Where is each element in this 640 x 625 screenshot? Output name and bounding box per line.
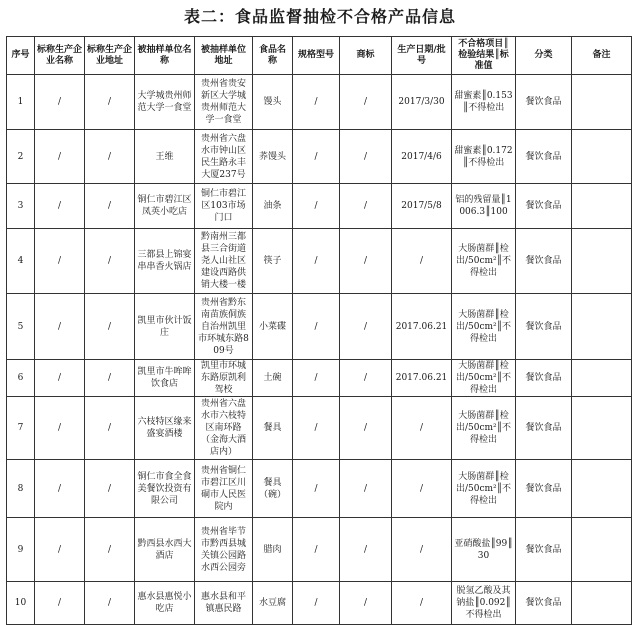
cell-sampled-unit-address: 黔南州三都县三合街道尧人山社区建设西路供销大楼一楼 [195, 229, 253, 294]
cell-failed-item: 脱氢乙酸及其钠盐║0.092║不得检出 [452, 582, 516, 625]
table-row [7, 397, 632, 460]
cell-spec: / [293, 184, 340, 229]
header-cell-brand: 商标 [340, 37, 392, 75]
cell-sampled-unit-address: 贵州省黔东南苗族侗族自治州凯里市环城东路809号 [195, 294, 253, 360]
cell-no: 1 [7, 75, 35, 130]
table-title: 表二：食品监督抽检不合格产品信息 [183, 7, 456, 26]
cell-category: 餐饮食品 [516, 130, 572, 184]
cell-failed-item: 亚硝酸盐║99║30 [452, 518, 516, 582]
cell-maker-address: / [85, 460, 135, 518]
cell-no: 9 [7, 518, 35, 582]
cell-sampled-unit: 王维 [135, 130, 195, 184]
table-row [7, 294, 632, 360]
cell-category: 餐饮食品 [516, 360, 572, 397]
cell-sampled-unit-address: 铜仁市碧江区103市场门口 [195, 184, 253, 229]
cell-spec: / [293, 397, 340, 460]
cell-no: 8 [7, 460, 35, 518]
cell-spec: / [293, 518, 340, 582]
cell-note [572, 184, 632, 229]
cell-food-name: 荞馒头 [253, 130, 293, 184]
cell-brand: / [340, 294, 392, 360]
table-row [7, 460, 632, 518]
cell-maker-address: / [85, 229, 135, 294]
header-cell-spec: 规格型号 [293, 37, 340, 75]
cell-brand: / [340, 582, 392, 625]
cell-sampled-unit: 大学城贵州师范大学一食堂 [135, 75, 195, 130]
cell-maker-address: / [85, 582, 135, 625]
cell-note [572, 518, 632, 582]
cell-note [572, 130, 632, 184]
cell-category: 餐饮食品 [516, 460, 572, 518]
header-cell-sampled-unit: 被抽样单位名称 [135, 37, 195, 75]
cell-maker: / [35, 397, 85, 460]
header-cell-maker-address: 标称生产企业地址 [85, 37, 135, 75]
cell-note [572, 582, 632, 625]
cell-sampled-unit-address: 贵州省贵安新区大学城贵州师范大学一食堂 [195, 75, 253, 130]
table-row [7, 518, 632, 582]
cell-production-date: / [392, 582, 452, 625]
cell-sampled-unit: 凯里市牛哞哞饮食店 [135, 360, 195, 397]
cell-note [572, 397, 632, 460]
cell-sampled-unit-address: 贵州省毕节市黔西县城关镇公园路水西公园旁 [195, 518, 253, 582]
cell-no: 6 [7, 360, 35, 397]
cell-food-name: 餐具（碗） [253, 460, 293, 518]
cell-note [572, 229, 632, 294]
cell-failed-item: 甜蜜素║0.153║不得检出 [452, 75, 516, 130]
header-cell-no: 序号 [7, 37, 35, 75]
cell-maker: / [35, 184, 85, 229]
cell-maker-address: / [85, 397, 135, 460]
header-cell-category: 分类 [516, 37, 572, 75]
header-cell-food-name: 食品名称 [253, 37, 293, 75]
cell-production-date: 2017/4/6 [392, 130, 452, 184]
cell-brand: / [340, 518, 392, 582]
cell-spec: / [293, 360, 340, 397]
cell-no: 7 [7, 397, 35, 460]
inspection-table [6, 36, 632, 625]
cell-production-date: 2017.06.21 [392, 294, 452, 360]
table-row [7, 184, 632, 229]
cell-maker-address: / [85, 130, 135, 184]
cell-food-name: 馒头 [253, 75, 293, 130]
cell-brand: / [340, 184, 392, 229]
cell-category: 餐饮食品 [516, 582, 572, 625]
cell-maker: / [35, 518, 85, 582]
cell-no: 10 [7, 582, 35, 625]
cell-production-date: / [392, 229, 452, 294]
cell-brand: / [340, 460, 392, 518]
cell-category: 餐饮食品 [516, 294, 572, 360]
cell-note [572, 75, 632, 130]
cell-brand: / [340, 229, 392, 294]
cell-category: 餐饮食品 [516, 184, 572, 229]
cell-maker-address: / [85, 360, 135, 397]
cell-sampled-unit: 铜仁市碧江区凤英小吃店 [135, 184, 195, 229]
header-cell-failed-item: 不合格项目║检验结果║标准值 [452, 37, 516, 75]
cell-food-name: 餐具 [253, 397, 293, 460]
cell-failed-item: 大肠菌群║检出/50cm²║不得检出 [452, 397, 516, 460]
cell-spec: / [293, 460, 340, 518]
cell-food-name: 小菜碟 [253, 294, 293, 360]
cell-failed-item: 大肠菌群║检出/50cm²║不得检出 [452, 460, 516, 518]
header-cell-note: 备注 [572, 37, 632, 75]
cell-category: 餐饮食品 [516, 229, 572, 294]
cell-production-date: / [392, 460, 452, 518]
cell-brand: / [340, 360, 392, 397]
header-cell-maker: 标称生产企业名称 [35, 37, 85, 75]
cell-sampled-unit: 黔西县水西大酒店 [135, 518, 195, 582]
table-row [7, 360, 632, 397]
cell-sampled-unit: 凯里市伙计饭庄 [135, 294, 195, 360]
cell-maker: / [35, 294, 85, 360]
cell-no: 2 [7, 130, 35, 184]
table-row [7, 229, 632, 294]
header-cell-sampled-unit-address: 被抽样单位地址 [195, 37, 253, 75]
cell-production-date: / [392, 397, 452, 460]
cell-spec: / [293, 229, 340, 294]
cell-maker-address: / [85, 184, 135, 229]
cell-brand: / [340, 130, 392, 184]
table-row [7, 130, 632, 184]
cell-maker-address: / [85, 75, 135, 130]
cell-no: 4 [7, 229, 35, 294]
table-row [7, 582, 632, 625]
cell-failed-item: 大肠菌群║检出/50cm²║不得检出 [452, 229, 516, 294]
cell-food-name: 水豆腐 [253, 582, 293, 625]
cell-category: 餐饮食品 [516, 518, 572, 582]
cell-sampled-unit: 三都县上锦宴串串香火锅店 [135, 229, 195, 294]
cell-production-date: / [392, 518, 452, 582]
cell-spec: / [293, 75, 340, 130]
cell-brand: / [340, 397, 392, 460]
cell-production-date: 2017/5/8 [392, 184, 452, 229]
cell-food-name: 油条 [253, 184, 293, 229]
cell-food-name: 腊肉 [253, 518, 293, 582]
cell-sampled-unit-address: 贵州省六盘水市六枝特区南环路（金海大酒店内） [195, 397, 253, 460]
table-row [7, 75, 632, 130]
cell-sampled-unit: 惠水县惠悦小吃店 [135, 582, 195, 625]
cell-note [572, 294, 632, 360]
cell-category: 餐饮食品 [516, 75, 572, 130]
cell-sampled-unit: 六枝特区缘来盛宴酒楼 [135, 397, 195, 460]
cell-failed-item: 甜蜜素║0.172║不得检出 [452, 130, 516, 184]
cell-maker: / [35, 360, 85, 397]
cell-maker: / [35, 460, 85, 518]
cell-brand: / [340, 75, 392, 130]
cell-maker-address: / [85, 518, 135, 582]
cell-sampled-unit-address: 贵州省铜仁市碧江区川硐市人民医院内 [195, 460, 253, 518]
cell-no: 3 [7, 184, 35, 229]
cell-spec: / [293, 582, 340, 625]
cell-production-date: 2017/3/30 [392, 75, 452, 130]
cell-no: 5 [7, 294, 35, 360]
header-cell-production-date: 生产日期/批号 [392, 37, 452, 75]
cell-failed-item: 铝的残留量║1006.3║100 [452, 184, 516, 229]
cell-spec: / [293, 294, 340, 360]
cell-sampled-unit-address: 惠水县和平镇惠民路 [195, 582, 253, 625]
cell-category: 餐饮食品 [516, 397, 572, 460]
cell-production-date: 2017.06.21 [392, 360, 452, 397]
cell-maker: / [35, 582, 85, 625]
cell-food-name: 土碗 [253, 360, 293, 397]
cell-maker: / [35, 130, 85, 184]
cell-maker: / [35, 229, 85, 294]
cell-sampled-unit: 铜仁市食全食美餐饮投资有限公司 [135, 460, 195, 518]
cell-maker-address: / [85, 294, 135, 360]
header-row [7, 37, 632, 75]
cell-maker: / [35, 75, 85, 130]
cell-sampled-unit-address: 凯里市环城东路原凯利驾校 [195, 360, 253, 397]
cell-note [572, 460, 632, 518]
cell-failed-item: 大肠菌群║检出/50cm²║不得检出 [452, 360, 516, 397]
cell-failed-item: 大肠菌群║检出/50cm²║不得检出 [452, 294, 516, 360]
cell-food-name: 筷子 [253, 229, 293, 294]
cell-sampled-unit-address: 贵州省六盘水市钟山区民生路永丰大厦237号 [195, 130, 253, 184]
cell-note [572, 360, 632, 397]
cell-spec: / [293, 130, 340, 184]
